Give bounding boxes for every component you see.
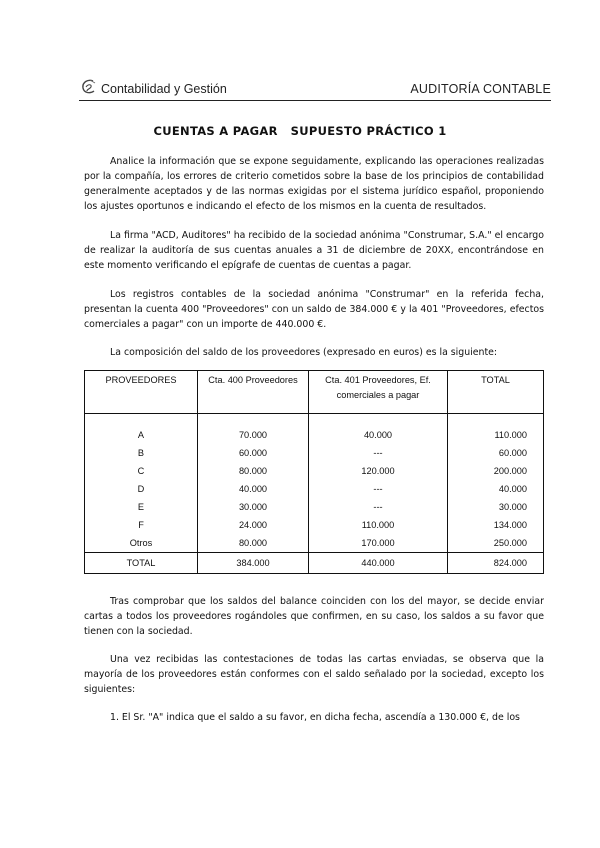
table-cell: C: [85, 462, 198, 480]
table-header-cell: Cta. 401 Proveedores, Ef. comerciales a pagar: [309, 371, 448, 414]
table-total-cell: 384.000: [198, 553, 309, 574]
table-header-cell: PROVEEDORES: [85, 371, 198, 414]
paragraph-records: Los registros contables de la sociedad anónima "Construmar" en la referida fecha, presentan la cuenta 400 "Proveedores" con un saldo de 384.000 € y la 401 "Proveedores, efectos comerciales a pagar" con un importe de 440.000 €.: [84, 289, 544, 330]
header-right-title: AUDITORÍA CONTABLE: [410, 82, 551, 96]
table-row: [85, 516, 544, 534]
header-left-title: Contabilidad y Gestión: [101, 82, 227, 96]
table-cell: 24.000: [198, 516, 309, 534]
table-cell: 60.000: [198, 444, 309, 462]
table-cell: 200.000: [448, 462, 544, 480]
table-header-row: [85, 371, 544, 414]
table-cell: F: [85, 516, 198, 534]
table-cell: 30.000: [448, 498, 544, 516]
table-cell: E: [85, 498, 198, 516]
table-cell: 120.000: [309, 462, 448, 480]
table-cell: 170.000: [309, 534, 448, 553]
table-cell: 60.000: [448, 444, 544, 462]
table-cell: 40.000: [448, 480, 544, 498]
table-row: [85, 462, 544, 480]
table-row: [85, 480, 544, 498]
table-cell: ---: [309, 444, 448, 462]
table-total-cell: 440.000: [309, 553, 448, 574]
table-cell: 40.000: [309, 426, 448, 444]
suppliers-table: [84, 370, 544, 574]
paragraph-item-1: 1. El Sr. "A" indica que el saldo a su favor, en dicha fecha, ascendía a 130.000 €, de los: [110, 712, 520, 723]
table-header-cell: TOTAL: [448, 371, 544, 414]
table-cell: 110.000: [309, 516, 448, 534]
table-total-cell: TOTAL: [85, 553, 198, 574]
paragraph-firm: La firma "ACD, Auditores" ha recibido de la sociedad anónima "Construmar, S.A." el encargo de realizar la auditoría de sus cuentas anuales a 31 de diciembre de 20XX, encontrándose en este momento verificando el epígrafe de cuentas de cuentas a pagar.: [84, 230, 544, 271]
table-spacer-row: [85, 414, 544, 427]
paragraph-confirmation-letters: Tras comprobar que los saldos del balance coinciden con los del mayor, se decide enviar cartas a todos los proveedores rogándoles que confirmen, en su caso, los saldos a su favor que tienen con la sociedad.: [84, 596, 544, 637]
page-header: [79, 78, 551, 101]
table-cell: D: [85, 480, 198, 498]
table-cell: 70.000: [198, 426, 309, 444]
table-header-cell: Cta. 400 Proveedores: [198, 371, 309, 414]
table-cell: 30.000: [198, 498, 309, 516]
table-total-row: [85, 553, 544, 574]
table-total-cell: 824.000: [448, 553, 544, 574]
paragraph-replies: Una vez recibidas las contestaciones de todas las cartas enviadas, se observa que la mayoría de los proveedores están conformes con el saldo señalado por la sociedad, excepto los siguientes:: [84, 654, 544, 695]
table-cell: 110.000: [448, 426, 544, 444]
table-cell: Otros: [85, 534, 198, 553]
table-row: [85, 426, 544, 444]
table-cell: A: [85, 426, 198, 444]
table-row: [85, 444, 544, 462]
table-row: [85, 498, 544, 516]
table-cell: 40.000: [198, 480, 309, 498]
table-cell: B: [85, 444, 198, 462]
paragraph-intro: Analice la información que se expone seguidamente, explicando las operaciones realizadas por la compañía, los errores de criterio cometidos sobre la base de los principios de contabilidad generalmente aceptados y de las normas exigidas por el sistema jurídico español, proponiendo los ajustes oportunos e indicando el efecto de los mismos en la cuenta de resultados.: [84, 156, 544, 212]
document-title: CUENTAS A PAGAR SUPUESTO PRÁCTICO 1: [153, 124, 447, 138]
table-row: [85, 534, 544, 553]
table-cell: 80.000: [198, 462, 309, 480]
logo-icon: [79, 78, 99, 96]
paragraph-composition: La composición del saldo de los proveedores (expresado en euros) es la siguiente:: [110, 347, 498, 358]
table-cell: ---: [309, 480, 448, 498]
table-cell: ---: [309, 498, 448, 516]
table-cell: 80.000: [198, 534, 309, 553]
table-cell: 134.000: [448, 516, 544, 534]
table-cell: 250.000: [448, 534, 544, 553]
